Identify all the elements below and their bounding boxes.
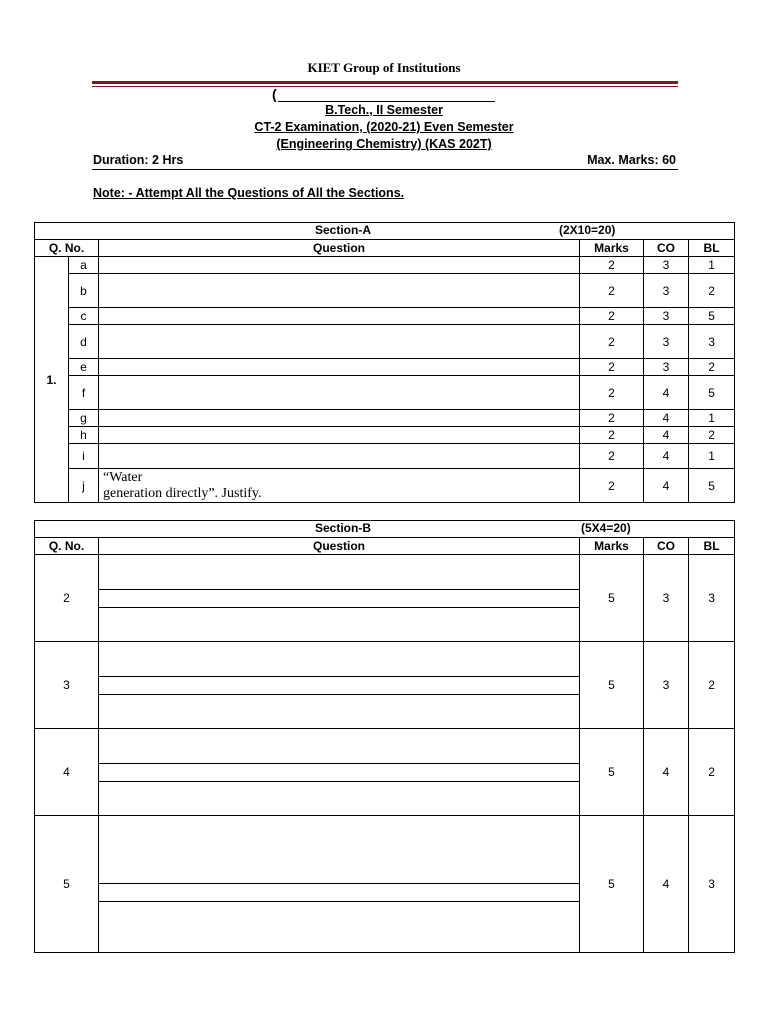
- table-row: [35, 816, 735, 953]
- bl-cell: 1: [689, 444, 735, 469]
- section-b-table: [34, 520, 735, 953]
- table-row: [35, 729, 735, 816]
- part-label: f: [69, 376, 99, 410]
- bl-cell: 2: [689, 642, 735, 729]
- question-text-j: [99, 469, 580, 503]
- question-number: 5: [35, 816, 99, 953]
- marks-cell: 2: [580, 427, 644, 444]
- bl-cell: 5: [689, 308, 735, 325]
- part-label: e: [69, 359, 99, 376]
- question-text: [99, 325, 580, 359]
- program-heading: B.Tech., II Semester: [325, 103, 443, 117]
- table-row: [35, 427, 735, 444]
- duration-underline: [92, 169, 678, 170]
- table-row: [35, 359, 735, 376]
- table-row: [35, 325, 735, 359]
- co-cell: 4: [644, 469, 689, 503]
- marks-cell: 5: [580, 642, 644, 729]
- question-text: [99, 274, 580, 308]
- header-rule-thick: [92, 81, 678, 84]
- marks-cell: 2: [580, 257, 644, 274]
- question-number: 2: [35, 555, 99, 642]
- table-row: [35, 444, 735, 469]
- question-number: 4: [35, 729, 99, 816]
- col-qno: Q. No.: [35, 538, 99, 555]
- table-row: [35, 555, 735, 642]
- marks-cell: 2: [580, 274, 644, 308]
- part-label: c: [69, 308, 99, 325]
- co-cell: 3: [644, 274, 689, 308]
- bl-cell: 2: [689, 274, 735, 308]
- bl-cell: 3: [689, 816, 735, 953]
- co-cell: 4: [644, 729, 689, 816]
- part-label: h: [69, 427, 99, 444]
- marks-cell: 2: [580, 444, 644, 469]
- institution-name: KIET Group of Institutions: [307, 60, 461, 75]
- part-label: g: [69, 410, 99, 427]
- question-text-line: “Water: [103, 469, 143, 485]
- question-text: [99, 308, 580, 325]
- question-text: [99, 376, 580, 410]
- bl-cell: 3: [689, 555, 735, 642]
- bl-cell: 5: [689, 376, 735, 410]
- part-label: j: [69, 469, 99, 503]
- marks-cell: 5: [580, 816, 644, 953]
- part-label: a: [69, 257, 99, 274]
- col-question: Question: [99, 538, 580, 555]
- question-subparts: [99, 729, 580, 816]
- part-label: d: [69, 325, 99, 359]
- section-b-title: Section-B: [315, 521, 372, 535]
- instructions-note: Note: - Attempt All the Questions of All the Sections.: [93, 186, 405, 200]
- col-qno: Q. No.: [35, 240, 99, 257]
- bl-cell: 2: [689, 359, 735, 376]
- header-rule-thin: [92, 86, 678, 87]
- col-co: CO: [644, 538, 689, 555]
- question-number: 1.: [35, 257, 69, 503]
- marks-cell: 2: [580, 308, 644, 325]
- co-cell: 4: [644, 376, 689, 410]
- question-text: [99, 427, 580, 444]
- max-marks-text: Max. Marks: 60: [587, 153, 676, 167]
- duration-text: Duration: 2 Hrs: [93, 153, 184, 167]
- marks-cell: 2: [580, 410, 644, 427]
- section-a-title-row: [35, 223, 735, 240]
- co-cell: 4: [644, 444, 689, 469]
- exam-heading: CT-2 Examination, (2020-21) Even Semester: [254, 120, 514, 134]
- marks-cell: 2: [580, 469, 644, 503]
- bl-cell: 3: [689, 325, 735, 359]
- bl-cell: 1: [689, 410, 735, 427]
- section-b-marks-scheme: (5X4=20): [581, 521, 631, 535]
- table-row: [35, 642, 735, 729]
- bl-cell: 5: [689, 469, 735, 503]
- question-text: [99, 410, 580, 427]
- question-subparts: [99, 555, 580, 642]
- table-row: [35, 469, 735, 503]
- co-cell: 3: [644, 642, 689, 729]
- question-subparts: [99, 816, 580, 953]
- blank-field-paren: (: [272, 86, 277, 102]
- blank-field-line: [278, 101, 495, 102]
- table-row: [35, 376, 735, 410]
- col-marks: Marks: [580, 538, 644, 555]
- col-bl: BL: [689, 538, 735, 555]
- co-cell: 3: [644, 555, 689, 642]
- table-row: [35, 257, 735, 274]
- question-number: 3: [35, 642, 99, 729]
- marks-cell: 2: [580, 376, 644, 410]
- co-cell: 3: [644, 308, 689, 325]
- marks-cell: 5: [580, 729, 644, 816]
- bl-cell: 2: [689, 427, 735, 444]
- question-text: [99, 257, 580, 274]
- marks-cell: 2: [580, 359, 644, 376]
- col-question: Question: [99, 240, 580, 257]
- section-a-title: Section-A: [315, 223, 372, 237]
- co-cell: 3: [644, 359, 689, 376]
- marks-cell: 5: [580, 555, 644, 642]
- table-row: [35, 308, 735, 325]
- co-cell: 4: [644, 410, 689, 427]
- co-cell: 4: [644, 816, 689, 953]
- section-a-marks-scheme: (2X10=20): [559, 223, 616, 237]
- question-subparts: [99, 642, 580, 729]
- co-cell: 3: [644, 257, 689, 274]
- marks-cell: 2: [580, 325, 644, 359]
- part-label: i: [69, 444, 99, 469]
- question-text: [99, 359, 580, 376]
- col-co: CO: [644, 240, 689, 257]
- col-marks: Marks: [580, 240, 644, 257]
- section-a-table: [34, 222, 735, 503]
- section-b-title-row: [35, 521, 735, 538]
- question-text-line: generation directly”. Justify.: [103, 485, 262, 501]
- part-label: b: [69, 274, 99, 308]
- table-row: [35, 274, 735, 308]
- bl-cell: 1: [689, 257, 735, 274]
- bl-cell: 2: [689, 729, 735, 816]
- co-cell: 3: [644, 325, 689, 359]
- table-row: [35, 410, 735, 427]
- col-bl: BL: [689, 240, 735, 257]
- question-text: [99, 444, 580, 469]
- co-cell: 4: [644, 427, 689, 444]
- subject-heading: (Engineering Chemistry) (KAS 202T): [276, 137, 492, 151]
